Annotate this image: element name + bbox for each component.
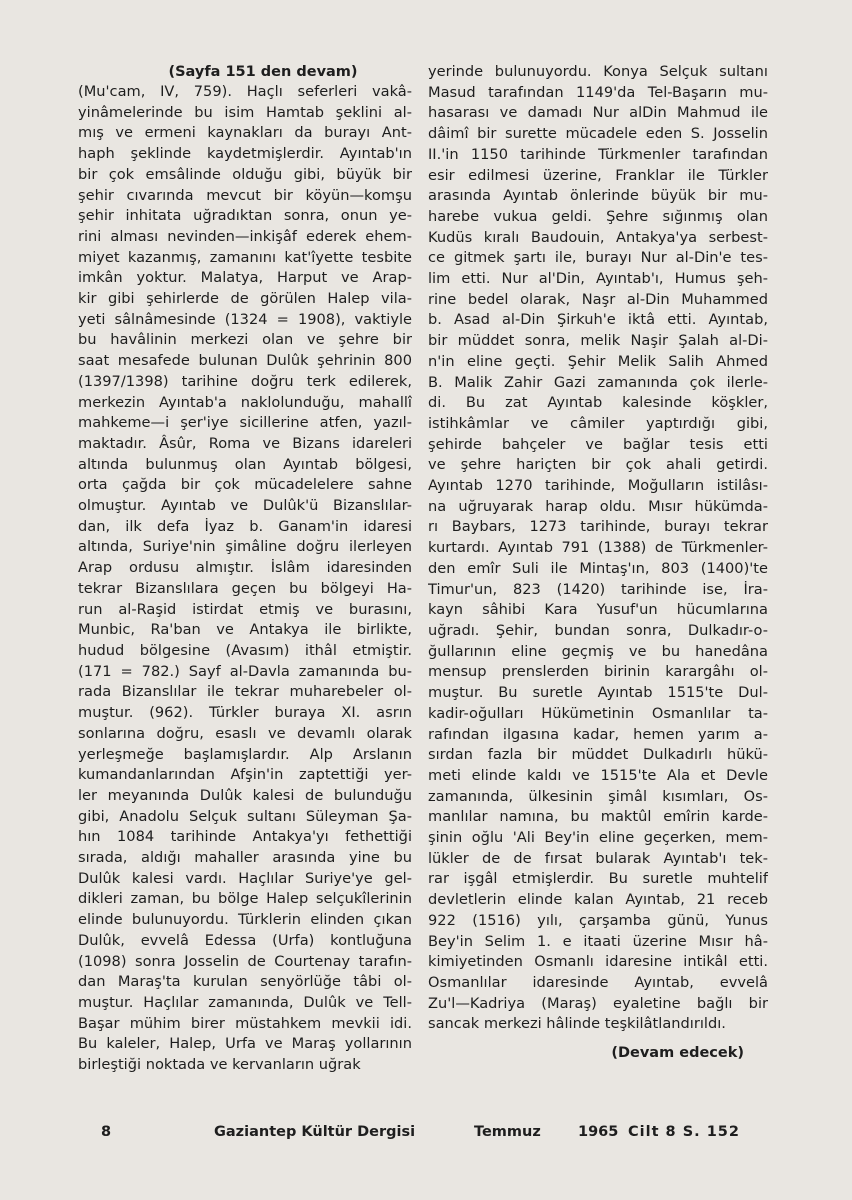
- text-line: lim etti. Nur al'Din, Ayıntab'ı, Humus şeh-: [428, 270, 768, 288]
- text-line: Zu'l—Kadriya (Maraş) eyaletine bağlı bir: [428, 994, 768, 1012]
- text-line: rı Baybars, 1273 tarihinde, burayı tekrar: [428, 518, 768, 536]
- text-line: (171 = 782.) Sayf al-Davla zamanında bu-: [78, 662, 412, 680]
- text-line: şehirde bahçeler ve bağlar tesis etti: [428, 435, 768, 453]
- text-line: haph şeklinde kaydetmişlerdir. Ayıntab'ın: [78, 145, 412, 163]
- text-line: mensup prenslerden birinin karargâhı ol-: [428, 663, 768, 681]
- text-line: bir müddet sonra, melik Naşir Şalah al-Di-: [428, 332, 768, 350]
- issue-month: Temmuz: [474, 1124, 541, 1140]
- text-line: kimiyetinden Osmanlı idaresine intikâl etti.: [428, 953, 768, 971]
- text-line: dan Maraş'ta kurulan senyörlüğe tâbi ol-: [78, 973, 412, 991]
- text-line: yeti sâlnâmesinde (1324 = 1908), vaktiyle: [78, 310, 412, 328]
- right-column: [428, 62, 768, 1061]
- text-line: bu havâlinin merkezi olan ve şehre bir: [78, 331, 412, 349]
- text-line: run al-Raşid istirdat etmiş ve burasını,: [78, 600, 412, 618]
- page-number: 8: [101, 1124, 112, 1140]
- text-line: şehir cıvarında mevcut bir köyün—komşu: [78, 186, 412, 204]
- text-line: istihkâmlar ve câmiler yaptırdığı gibi,: [428, 414, 768, 432]
- text-line: (1397/1398) tarihine doğru terk edilerek,: [78, 372, 412, 390]
- text-line: na uğruyarak harap oldu. Mısır hükümda-: [428, 497, 768, 515]
- text-line: bir çok emsâlinde olduğu gibi, büyük bir: [78, 165, 412, 183]
- text-line: sancak merkezi hâlinde teşkilâtlandırıldı.: [428, 1015, 726, 1033]
- text-line: meti elinde kaldı ve 1515'te Ala et Devle: [428, 766, 768, 784]
- text-line: tekrar Bizanslılara geçen bu bölgeyi Ha-: [78, 579, 412, 597]
- text-line: Osmanlılar idaresinde Ayıntab, evvelâ: [428, 973, 768, 991]
- text-line: uğradı. Şehir, bundan sonra, Dulkadır-o-: [428, 621, 768, 639]
- text-line: miyet kazanmış, zamanını kat'îyette tesbite: [78, 248, 412, 266]
- text-line: saat mesafede bulunan Dulûk şehrinin 800: [78, 352, 412, 370]
- text-line: sırada, aldığı mahaller arasında yine bu: [78, 849, 412, 867]
- text-line: ğullarının eline geçmiş ve bu hanedâna: [428, 642, 768, 660]
- text-line: şehir inhitata uğradıktan sonra, onun ye-: [78, 207, 412, 225]
- text-line: Dulûk, evvelâ Edessa (Urfa) kontluğuna: [78, 931, 412, 949]
- text-line: Munbic, Ra'ban ve Antakya ile birlikte,: [78, 621, 412, 639]
- text-line: şinin oğlu 'Ali Bey'in eline geçerken, mem-: [428, 829, 768, 847]
- text-line: Arap ordusu almıştır. İslâm idaresinden: [78, 559, 412, 577]
- text-line: kurtardı. Ayıntab 791 (1388) de Türkmenler-: [428, 539, 768, 557]
- text-line: muştur. Bu suretle Ayıntab 1515'te Dul-: [428, 684, 768, 702]
- continued-from-heading: (Sayfa 151 den devam): [168, 64, 358, 80]
- to-be-continued-note: (Devam edecek): [611, 1045, 744, 1062]
- text-line: dan, ilk defa İyaz b. Ganam'in idaresi: [78, 517, 412, 535]
- text-line: hudud bölgesine (Avasım) ithâl etmiştir.: [78, 641, 412, 659]
- text-line: Başar mühim birer müstahkem mevkii idi.: [78, 1014, 412, 1032]
- text-line: ler meyanında Dulûk kalesi de bulunduğu: [78, 786, 412, 804]
- text-line: arasında Ayıntab önlerinde büyük bir mu-: [428, 187, 768, 205]
- text-line: rafından ilgasına kadar, hemen yarım a-: [428, 725, 768, 743]
- text-line: altında bulunmuş olan Ayıntab bölgesi,: [78, 455, 412, 473]
- text-line: hasarası ve damadı Nur alDin Mahmud ile: [428, 104, 768, 122]
- text-line: hın 1084 tarihinde Antakya'yı fethettiği: [78, 828, 412, 846]
- text-line: yerinde bulunuyordu. Konya Selçuk sultanı: [428, 63, 768, 80]
- text-line: II.'in 1150 tarihinde Türkmenler tarafından: [428, 145, 768, 163]
- text-line: rine bedel olarak, Naşr al-Din Muhammed: [428, 290, 768, 308]
- text-line: Bu kaleler, Halep, Urfa ve Maraş yollarının: [78, 1035, 412, 1053]
- text-line: harebe vukua geldi. Şehre sığınmış olan: [428, 207, 768, 225]
- text-line: kadir-oğulları Hükümetinin Osmanlılar ta-: [428, 704, 768, 722]
- text-line: manlılar namına, bu maktûl emîrin karde-: [428, 808, 768, 826]
- text-line: Ayıntab 1270 tarihinde, Moğulların istilâsı-: [428, 477, 768, 495]
- text-line: dâimî bir surette mücadele eden S. Josselin: [428, 125, 768, 143]
- text-line: maktadır. Âsûr, Roma ve Bizans idareleri: [78, 434, 412, 452]
- text-line: rar işgâl etmişlerdir. Bu suretle muhtelif: [428, 870, 768, 888]
- text-line: muştur. (962). Türkler buraya XI. asrın: [78, 704, 412, 722]
- text-line: sonlarına doğru, esaslı ve devamlı olarak: [78, 724, 412, 742]
- text-line: kayn sâhibi Kara Yusuf'un hücumlarına: [428, 601, 768, 619]
- issue-year: 1965: [578, 1124, 619, 1140]
- text-line: yerleşmeğe başlamışlardır. Alp Arslanın: [78, 745, 412, 763]
- text-line: gibi, Anadolu Selçuk sultanı Süleyman Şa-: [78, 807, 412, 825]
- text-line: rini alması nevinden—inkişâf ederek ehem-: [78, 227, 412, 245]
- text-line: Timur'un, 823 (1420) tarihinde ise, İra-: [428, 580, 768, 598]
- text-line: (Mu'cam, IV, 759). Haçlı seferleri vakâ-: [78, 83, 412, 100]
- text-line: di. Bu zat Ayıntab kalesinde köşkler,: [428, 394, 768, 412]
- text-line: birleştiği noktada ve kervanların uğrak: [78, 1056, 361, 1074]
- text-line: mahkeme—i şer'iye sicillerine atfen, yazıl-: [78, 414, 412, 432]
- text-line: yinâmelerinde bu isim Hamtab şeklini al-: [78, 103, 412, 121]
- text-line: den emîr Suli ile Mintaş'ın, 803 (1400)'te: [428, 559, 768, 577]
- text-line: 922 (1516) yılı, çarşamba günü, Yunus: [428, 911, 768, 929]
- text-line: mış ve ermeni kaynakları da burayı Ant-: [78, 124, 412, 142]
- left-column-text: [78, 82, 412, 1076]
- text-line: (1098) sonra Josselin de Courtenay tarafın-: [78, 952, 412, 970]
- text-line: Dulûk kalesi vardı. Haçlılar Suriye'ye gel-: [78, 869, 412, 887]
- journal-title: Gaziantep Kültür Dergisi: [214, 1124, 416, 1140]
- text-line: ce gitmek şartı ile, burayı Nur al-Din'e tes-: [428, 249, 768, 267]
- text-line: devletlerin elinde kalan Ayıntab, 21 receb: [428, 891, 768, 909]
- text-line: altında, Suriye'nin şimâline doğru ilerleyen: [78, 538, 412, 556]
- text-line: n'in eline geçti. Şehir Melik Salih Ahmed: [428, 352, 768, 370]
- volume-issue: Cilt 8 S. 152: [628, 1124, 740, 1140]
- left-column: [78, 62, 412, 1076]
- text-line: rada Bizanslılar ile tekrar muharebeler ol-: [78, 683, 412, 701]
- text-line: imkân yoktur. Malatya, Harput ve Arap-: [78, 269, 412, 287]
- text-line: Masud tarafından 1149'da Tel-Başarın mu-: [428, 83, 768, 101]
- text-line: b. Asad al-Din Şirkuh'e iktâ etti. Ayıntab,: [428, 311, 768, 329]
- text-line: ve şehre hariçten bir çok ahali getirdi.: [428, 456, 768, 474]
- text-line: muştur. Haçlılar zamanında, Dulûk ve Tell-: [78, 993, 412, 1011]
- text-line: kir gibi şehirlerde de görülen Halep vila-: [78, 290, 412, 308]
- right-column-text: [428, 62, 768, 1035]
- text-line: orta çağda bir çok mücadelelere sahne: [78, 476, 412, 494]
- text-line: olmuştur. Ayıntab ve Dulûk'ü Bizanslılar-: [78, 497, 412, 515]
- text-line: Kudüs kıralı Baudouin, Antakya'ya serbest-: [428, 228, 768, 246]
- text-line: B. Malik Zahir Gazi zamanında çok ilerle-: [428, 373, 768, 391]
- text-line: merkezin Ayıntab'a naklolunduğu, mahallî: [78, 393, 412, 411]
- text-line: kumandanlarından Afşin'in zaptettiği yer-: [78, 766, 412, 784]
- text-line: Bey'in Selim 1. e itaati üzerine Mısır hâ-: [428, 932, 768, 950]
- text-line: lükler de de fırsat bularak Ayıntab'ı tek-: [428, 849, 768, 867]
- text-line: esir edilmesi üzerine, Franklar ile Türkler: [428, 166, 768, 184]
- text-line: zamanında, ülkesinin şimâl kısımları, Os-: [428, 787, 768, 805]
- text-line: elinde bulunuyordu. Türklerin elinden çıkan: [78, 911, 412, 929]
- text-line: sırdan fazla bir müddet Dulkadırlı hükü-: [428, 746, 768, 764]
- text-line: dikleri zaman, bu bölge Halep selçukîlerinin: [78, 890, 412, 908]
